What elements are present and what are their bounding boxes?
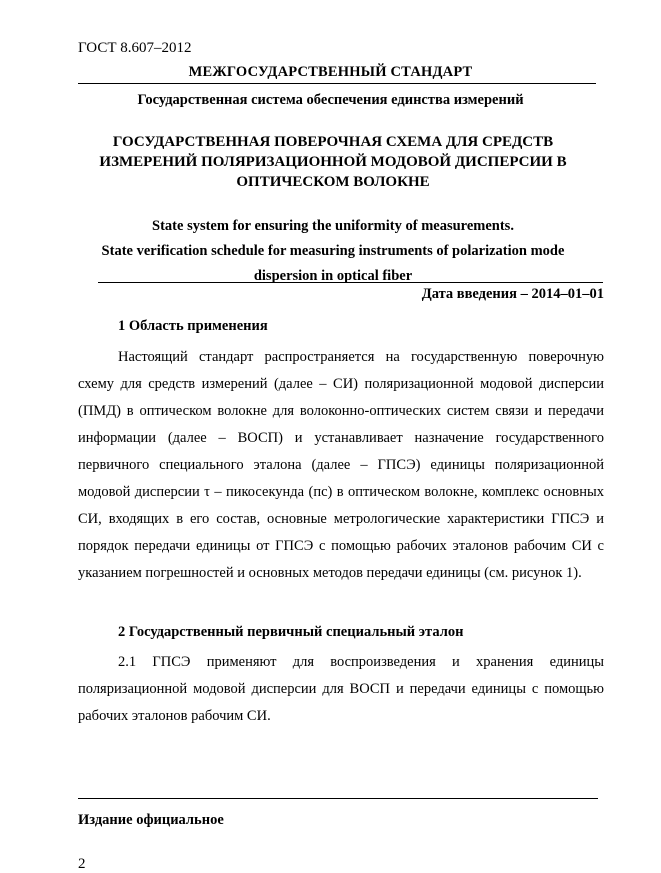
document-title-en	[78, 214, 588, 289]
title-rule	[98, 282, 603, 283]
section-2-heading: 2 Государственный первичный специальный эталон	[118, 624, 464, 640]
footer-rule	[78, 798, 598, 799]
title-en-line2: State verification schedule for measuring instruments of polarization mode dispersion in optical fiber	[101, 243, 565, 284]
section-2-paragraph: 2.1 ГПСЭ применяют для воспроизведения и хранения единицы поляризационной модовой дисперсии для ВОСП и передачи единицы с помощью рабочих эталонов рабочим СИ.	[78, 654, 604, 724]
page-number: 2	[78, 856, 86, 872]
section-1-paragraph: Настоящий стандарт распространяется на государственную поверочную схему для средств измерений (далее – СИ) поляризационной модовой дисперсии (ПМД) в оптическом волокне для волоконно-оптических систем связи и передачи информации (далее – ВОСП) и устанавливает назначение государственного первичного специального эталона (далее – ГПСЭ) единицы поляризационной модовой дисперсии τ – пикосекунда (пс) в оптическом волокне, комплекс основных СИ, входящих в его состав, основные метрологические характеристики ГПСЭ и порядок передачи единицы от ГПСЭ с помощью рабочих эталонов рабочим СИ с указанием погрешностей и основных методов передачи единицы (см. рисунок 1).	[78, 349, 604, 581]
title-en-line1: State system for ensuring the uniformity of measurements.	[152, 218, 514, 234]
document-title-ru: ГОСУДАРСТВЕННАЯ ПОВЕРОЧНАЯ СХЕМА ДЛЯ СРЕДСТВ ИЗМЕРЕНИЙ ПОЛЯРИЗАЦИОННОЙ МОДОВОЙ ДИСПЕРСИИ В ОПТИЧЕСКОМ ВОЛОКНЕ	[99, 134, 567, 190]
introduction-date: Дата введения – 2014–01–01	[421, 286, 604, 302]
system-heading: Государственная система обеспечения единства измерений	[137, 92, 524, 108]
edition-label: Издание официальное	[78, 812, 224, 828]
top-rule	[78, 83, 596, 84]
document-code: ГОСТ 8.607–2012	[78, 40, 192, 56]
section-1-heading: 1 Область применения	[118, 318, 268, 334]
standard-type-heading: МЕЖГОСУДАРСТВЕННЫЙ СТАНДАРТ	[188, 64, 473, 80]
